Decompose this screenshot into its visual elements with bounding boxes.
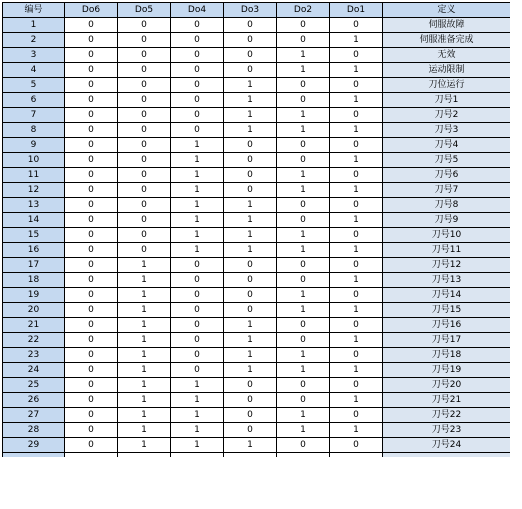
table-row xyxy=(3,243,511,258)
index-cell[interactable]: 19 xyxy=(3,288,65,303)
index-cell[interactable]: 3 xyxy=(3,48,65,63)
index-cell[interactable]: 12 xyxy=(3,183,65,198)
do5-cell[interactable]: 0 xyxy=(118,213,171,228)
do2-cell[interactable]: 0 xyxy=(277,438,330,453)
do1-cell[interactable]: 1 xyxy=(330,243,383,258)
do1-cell[interactable]: 1 xyxy=(330,363,383,378)
definition-cell[interactable]: 刀号11 xyxy=(383,243,511,258)
header-do3[interactable]: Do3 xyxy=(224,3,277,18)
do3-cell[interactable]: 1 xyxy=(224,333,277,348)
index-cell[interactable]: 21 xyxy=(3,318,65,333)
definition-cell[interactable]: 刀号13 xyxy=(383,273,511,288)
definition-cell[interactable]: 刀位运行 xyxy=(383,78,511,93)
do4-cell[interactable]: 1 xyxy=(171,423,224,438)
index-cell[interactable]: 15 xyxy=(3,228,65,243)
do1-cell[interactable]: 1 xyxy=(330,273,383,288)
index-cell[interactable]: 17 xyxy=(3,258,65,273)
do2-cell[interactable]: 1 xyxy=(277,108,330,123)
do6-cell[interactable]: 0 xyxy=(65,258,118,273)
do4-cell[interactable]: 1 xyxy=(171,168,224,183)
do4-cell[interactable]: 0 xyxy=(171,18,224,33)
do6-cell[interactable]: 0 xyxy=(65,303,118,318)
table-row xyxy=(3,363,511,378)
index-cell[interactable]: 28 xyxy=(3,423,65,438)
table-row xyxy=(3,183,511,198)
do5-cell[interactable]: 1 xyxy=(118,408,171,423)
empty-cell[interactable] xyxy=(118,453,171,458)
do6-cell[interactable]: 0 xyxy=(65,273,118,288)
table-row xyxy=(3,213,511,228)
do2-cell[interactable]: 0 xyxy=(277,258,330,273)
do6-cell[interactable]: 0 xyxy=(65,153,118,168)
index-cell[interactable]: 25 xyxy=(3,378,65,393)
do3-cell[interactable]: 0 xyxy=(224,393,277,408)
do6-cell[interactable]: 0 xyxy=(65,348,118,363)
do5-cell[interactable]: 1 xyxy=(118,378,171,393)
definition-cell[interactable]: 刀号14 xyxy=(383,288,511,303)
do5-cell[interactable]: 1 xyxy=(118,318,171,333)
do6-cell[interactable]: 0 xyxy=(65,243,118,258)
do5-cell[interactable]: 1 xyxy=(118,348,171,363)
do2-cell[interactable]: 1 xyxy=(277,363,330,378)
index-cell[interactable]: 27 xyxy=(3,408,65,423)
do4-cell[interactable]: 0 xyxy=(171,273,224,288)
do4-cell[interactable]: 0 xyxy=(171,93,224,108)
table-row xyxy=(3,438,511,453)
do6-cell[interactable]: 0 xyxy=(65,198,118,213)
do1-cell[interactable]: 0 xyxy=(330,438,383,453)
do5-cell[interactable]: 0 xyxy=(118,93,171,108)
table-row xyxy=(3,258,511,273)
do1-cell[interactable]: 0 xyxy=(330,108,383,123)
table-row xyxy=(3,348,511,363)
do6-cell[interactable]: 0 xyxy=(65,438,118,453)
do2-cell[interactable]: 1 xyxy=(277,348,330,363)
table-row xyxy=(3,108,511,123)
do6-cell[interactable]: 0 xyxy=(65,123,118,138)
do6-cell[interactable]: 0 xyxy=(65,183,118,198)
do2-cell[interactable]: 1 xyxy=(277,183,330,198)
empty-cell[interactable] xyxy=(3,453,65,458)
do5-cell[interactable]: 1 xyxy=(118,363,171,378)
definition-cell[interactable]: 刀号23 xyxy=(383,423,511,438)
do5-cell[interactable]: 0 xyxy=(118,48,171,63)
do3-cell[interactable]: 1 xyxy=(224,123,277,138)
do6-cell[interactable]: 0 xyxy=(65,168,118,183)
empty-cell[interactable] xyxy=(65,453,118,458)
do2-cell[interactable]: 0 xyxy=(277,78,330,93)
do4-cell[interactable]: 1 xyxy=(171,243,224,258)
do3-cell[interactable]: 0 xyxy=(224,183,277,198)
do1-cell[interactable]: 0 xyxy=(330,18,383,33)
do5-cell[interactable]: 0 xyxy=(118,228,171,243)
index-cell[interactable]: 7 xyxy=(3,108,65,123)
do5-cell[interactable]: 0 xyxy=(118,198,171,213)
do5-cell[interactable]: 0 xyxy=(118,18,171,33)
table-row xyxy=(3,93,511,108)
do5-cell[interactable]: 1 xyxy=(118,333,171,348)
do4-cell[interactable]: 1 xyxy=(171,153,224,168)
index-cell[interactable]: 22 xyxy=(3,333,65,348)
do4-cell[interactable]: 1 xyxy=(171,138,224,153)
table-row xyxy=(3,318,511,333)
do6-cell[interactable]: 0 xyxy=(65,288,118,303)
do3-cell[interactable]: 0 xyxy=(224,258,277,273)
do2-cell[interactable]: 0 xyxy=(277,153,330,168)
do6-cell[interactable]: 0 xyxy=(65,213,118,228)
do2-cell[interactable]: 1 xyxy=(277,48,330,63)
do6-cell[interactable]: 0 xyxy=(65,48,118,63)
definition-cell[interactable]: 伺服故障 xyxy=(383,18,511,33)
definition-cell[interactable]: 刀号21 xyxy=(383,393,511,408)
do5-cell[interactable]: 1 xyxy=(118,393,171,408)
definition-cell[interactable]: 刀号10 xyxy=(383,228,511,243)
do1-cell[interactable]: 0 xyxy=(330,258,383,273)
do6-cell[interactable]: 0 xyxy=(65,363,118,378)
table-row xyxy=(3,393,511,408)
do2-cell[interactable]: 0 xyxy=(277,273,330,288)
do6-cell[interactable]: 0 xyxy=(65,333,118,348)
do1-cell[interactable]: 0 xyxy=(330,198,383,213)
do2-cell[interactable]: 1 xyxy=(277,243,330,258)
do6-cell[interactable]: 0 xyxy=(65,108,118,123)
index-cell[interactable]: 6 xyxy=(3,93,65,108)
do3-cell[interactable]: 0 xyxy=(224,33,277,48)
do5-cell[interactable]: 0 xyxy=(118,78,171,93)
do5-cell[interactable]: 1 xyxy=(118,438,171,453)
do6-cell[interactable]: 0 xyxy=(65,378,118,393)
table-row xyxy=(3,303,511,318)
do4-cell[interactable]: 0 xyxy=(171,63,224,78)
definition-cell[interactable]: 刀号22 xyxy=(383,408,511,423)
definition-cell[interactable]: 刀号4 xyxy=(383,138,511,153)
index-cell[interactable]: 18 xyxy=(3,273,65,288)
empty-cell[interactable] xyxy=(277,453,330,458)
table-row xyxy=(3,333,511,348)
header-do4[interactable]: Do4 xyxy=(171,3,224,18)
definition-cell[interactable]: 刀号19 xyxy=(383,363,511,378)
do5-cell[interactable]: 0 xyxy=(118,243,171,258)
empty-cell[interactable] xyxy=(330,453,383,458)
header-do6[interactable]: Do6 xyxy=(65,3,118,18)
empty-cell[interactable] xyxy=(224,453,277,458)
do4-cell[interactable]: 0 xyxy=(171,78,224,93)
table-row xyxy=(3,288,511,303)
definition-cell[interactable]: 刀号7 xyxy=(383,183,511,198)
do6-cell[interactable]: 0 xyxy=(65,33,118,48)
table-row xyxy=(3,123,511,138)
empty-cell[interactable] xyxy=(171,453,224,458)
do1-cell[interactable]: 1 xyxy=(330,393,383,408)
table-row-partial xyxy=(3,453,511,458)
do2-cell[interactable]: 0 xyxy=(277,393,330,408)
definition-cell[interactable]: 刀号8 xyxy=(383,198,511,213)
do3-cell[interactable]: 1 xyxy=(224,108,277,123)
definition-cell[interactable]: 运动限制 xyxy=(383,63,511,78)
do5-cell[interactable]: 1 xyxy=(118,258,171,273)
do4-cell[interactable]: 0 xyxy=(171,348,224,363)
do6-cell[interactable]: 0 xyxy=(65,318,118,333)
do3-cell[interactable]: 0 xyxy=(224,303,277,318)
header-do2[interactable]: Do2 xyxy=(277,3,330,18)
index-cell[interactable]: 29 xyxy=(3,438,65,453)
do1-cell[interactable]: 0 xyxy=(330,138,383,153)
definition-cell[interactable]: 刀号2 xyxy=(383,108,511,123)
do1-cell[interactable]: 1 xyxy=(330,213,383,228)
do2-cell[interactable]: 0 xyxy=(277,138,330,153)
index-cell[interactable]: 9 xyxy=(3,138,65,153)
header-index[interactable]: 编号 xyxy=(3,3,65,18)
do2-cell[interactable]: 0 xyxy=(277,213,330,228)
table-row xyxy=(3,408,511,423)
table-row xyxy=(3,378,511,393)
definition-cell[interactable]: 刀号24 xyxy=(383,438,511,453)
do1-cell[interactable]: 0 xyxy=(330,78,383,93)
definition-cell[interactable]: 刀号17 xyxy=(383,333,511,348)
do1-cell[interactable]: 1 xyxy=(330,93,383,108)
do6-cell[interactable]: 0 xyxy=(65,138,118,153)
do6-cell[interactable]: 0 xyxy=(65,393,118,408)
index-cell[interactable]: 14 xyxy=(3,213,65,228)
do5-cell[interactable]: 1 xyxy=(118,303,171,318)
do1-cell[interactable]: 0 xyxy=(330,318,383,333)
do4-cell[interactable]: 1 xyxy=(171,393,224,408)
do4-cell[interactable]: 0 xyxy=(171,48,224,63)
do3-cell[interactable]: 1 xyxy=(224,348,277,363)
definition-cell[interactable]: 刀号18 xyxy=(383,348,511,363)
index-cell[interactable]: 13 xyxy=(3,198,65,213)
do2-cell[interactable]: 0 xyxy=(277,93,330,108)
do3-cell[interactable]: 1 xyxy=(224,213,277,228)
do1-cell[interactable]: 1 xyxy=(330,63,383,78)
do5-cell[interactable]: 1 xyxy=(118,423,171,438)
do2-cell[interactable]: 0 xyxy=(277,318,330,333)
table-row xyxy=(3,198,511,213)
do2-cell[interactable]: 1 xyxy=(277,288,330,303)
do6-cell[interactable]: 0 xyxy=(65,93,118,108)
do4-cell[interactable]: 0 xyxy=(171,123,224,138)
do1-cell[interactable]: 1 xyxy=(330,333,383,348)
index-cell[interactable]: 5 xyxy=(3,78,65,93)
do5-cell[interactable]: 1 xyxy=(118,273,171,288)
index-cell[interactable]: 8 xyxy=(3,123,65,138)
definition-cell[interactable]: 刀号6 xyxy=(383,168,511,183)
do4-cell[interactable]: 0 xyxy=(171,363,224,378)
do5-cell[interactable]: 0 xyxy=(118,153,171,168)
do4-cell[interactable]: 1 xyxy=(171,213,224,228)
do2-cell[interactable]: 1 xyxy=(277,168,330,183)
index-cell[interactable]: 20 xyxy=(3,303,65,318)
do1-cell[interactable]: 0 xyxy=(330,288,383,303)
do5-cell[interactable]: 1 xyxy=(118,288,171,303)
do2-cell[interactable]: 0 xyxy=(277,378,330,393)
do3-cell[interactable]: 0 xyxy=(224,63,277,78)
table-row xyxy=(3,138,511,153)
definition-cell[interactable]: 刀号16 xyxy=(383,318,511,333)
do4-cell[interactable]: 0 xyxy=(171,33,224,48)
do2-cell[interactable]: 0 xyxy=(277,33,330,48)
do5-cell[interactable]: 0 xyxy=(118,123,171,138)
do6-cell[interactable]: 0 xyxy=(65,408,118,423)
do3-cell[interactable]: 0 xyxy=(224,273,277,288)
table-row xyxy=(3,168,511,183)
do1-cell[interactable]: 0 xyxy=(330,228,383,243)
table-row xyxy=(3,33,511,48)
definition-cell[interactable]: 刀号12 xyxy=(383,258,511,273)
definition-cell[interactable]: 刀号1 xyxy=(383,93,511,108)
do3-cell[interactable]: 0 xyxy=(224,18,277,33)
table-row xyxy=(3,18,511,33)
do4-cell[interactable]: 1 xyxy=(171,183,224,198)
index-cell[interactable]: 16 xyxy=(3,243,65,258)
do2-cell[interactable]: 1 xyxy=(277,408,330,423)
definition-cell[interactable]: 刀号9 xyxy=(383,213,511,228)
do2-cell[interactable]: 0 xyxy=(277,198,330,213)
table-row xyxy=(3,63,511,78)
do3-cell[interactable]: 0 xyxy=(224,408,277,423)
index-cell[interactable]: 4 xyxy=(3,63,65,78)
do1-cell[interactable]: 1 xyxy=(330,183,383,198)
header-definition[interactable]: 定义 xyxy=(383,3,511,18)
do1-cell[interactable]: 0 xyxy=(330,48,383,63)
do2-cell[interactable]: 0 xyxy=(277,333,330,348)
do5-cell[interactable]: 0 xyxy=(118,33,171,48)
empty-cell[interactable] xyxy=(383,453,511,458)
do3-cell[interactable]: 1 xyxy=(224,243,277,258)
do3-cell[interactable]: 1 xyxy=(224,363,277,378)
do6-cell[interactable]: 0 xyxy=(65,423,118,438)
index-cell[interactable]: 1 xyxy=(3,18,65,33)
do4-cell[interactable]: 0 xyxy=(171,303,224,318)
do3-cell[interactable]: 0 xyxy=(224,138,277,153)
do3-cell[interactable]: 0 xyxy=(224,378,277,393)
do2-cell[interactable]: 1 xyxy=(277,123,330,138)
do3-cell[interactable]: 1 xyxy=(224,93,277,108)
do2-cell[interactable]: 1 xyxy=(277,303,330,318)
header-row xyxy=(3,3,511,18)
do4-cell[interactable]: 1 xyxy=(171,378,224,393)
do1-cell[interactable]: 1 xyxy=(330,423,383,438)
do5-cell[interactable]: 0 xyxy=(118,168,171,183)
do4-cell[interactable]: 1 xyxy=(171,228,224,243)
index-cell[interactable]: 26 xyxy=(3,393,65,408)
do3-cell[interactable]: 0 xyxy=(224,423,277,438)
definition-cell[interactable]: 无效 xyxy=(383,48,511,63)
do5-cell[interactable]: 0 xyxy=(118,183,171,198)
do1-cell[interactable]: 0 xyxy=(330,348,383,363)
definition-cell[interactable]: 刀号5 xyxy=(383,153,511,168)
do3-cell[interactable]: 0 xyxy=(224,168,277,183)
do5-cell[interactable]: 0 xyxy=(118,108,171,123)
do4-cell[interactable]: 0 xyxy=(171,333,224,348)
do1-cell[interactable]: 1 xyxy=(330,123,383,138)
do3-cell[interactable]: 1 xyxy=(224,438,277,453)
do2-cell[interactable]: 1 xyxy=(277,423,330,438)
do4-cell[interactable]: 0 xyxy=(171,108,224,123)
do6-cell[interactable]: 0 xyxy=(65,63,118,78)
do2-cell[interactable]: 1 xyxy=(277,228,330,243)
do1-cell[interactable]: 0 xyxy=(330,168,383,183)
spreadsheet xyxy=(2,2,510,457)
do6-cell[interactable]: 0 xyxy=(65,18,118,33)
do3-cell[interactable]: 0 xyxy=(224,153,277,168)
do2-cell[interactable]: 1 xyxy=(277,63,330,78)
table-row xyxy=(3,153,511,168)
do4-cell[interactable]: 0 xyxy=(171,258,224,273)
do1-cell[interactable]: 1 xyxy=(330,303,383,318)
header-do1[interactable]: Do1 xyxy=(330,3,383,18)
do3-cell[interactable]: 1 xyxy=(224,228,277,243)
table-row xyxy=(3,48,511,63)
do3-cell[interactable]: 1 xyxy=(224,78,277,93)
do1-cell[interactable]: 1 xyxy=(330,33,383,48)
do3-cell[interactable]: 1 xyxy=(224,318,277,333)
do4-cell[interactable]: 1 xyxy=(171,198,224,213)
table-row xyxy=(3,78,511,93)
definition-cell[interactable]: 刀号20 xyxy=(383,378,511,393)
header-do5[interactable]: Do5 xyxy=(118,3,171,18)
index-cell[interactable]: 23 xyxy=(3,348,65,363)
table-row xyxy=(3,273,511,288)
do4-cell[interactable]: 1 xyxy=(171,408,224,423)
do6-cell[interactable]: 0 xyxy=(65,228,118,243)
index-cell[interactable]: 24 xyxy=(3,363,65,378)
do1-cell[interactable]: 1 xyxy=(330,153,383,168)
table-body xyxy=(3,18,511,458)
do4-cell[interactable]: 0 xyxy=(171,288,224,303)
do4-cell[interactable]: 1 xyxy=(171,438,224,453)
definition-cell[interactable]: 伺服准备完成 xyxy=(383,33,511,48)
do5-cell[interactable]: 0 xyxy=(118,63,171,78)
do3-cell[interactable]: 0 xyxy=(224,288,277,303)
index-cell[interactable]: 11 xyxy=(3,168,65,183)
do2-cell[interactable]: 0 xyxy=(277,18,330,33)
do5-cell[interactable]: 0 xyxy=(118,138,171,153)
table-row xyxy=(3,228,511,243)
signal-definition-table xyxy=(2,2,510,457)
do1-cell[interactable]: 0 xyxy=(330,408,383,423)
do4-cell[interactable]: 0 xyxy=(171,318,224,333)
definition-cell[interactable]: 刀号3 xyxy=(383,123,511,138)
table-row xyxy=(3,423,511,438)
do6-cell[interactable]: 0 xyxy=(65,78,118,93)
do3-cell[interactable]: 0 xyxy=(224,48,277,63)
do1-cell[interactable]: 0 xyxy=(330,378,383,393)
do3-cell[interactable]: 1 xyxy=(224,198,277,213)
index-cell[interactable]: 2 xyxy=(3,33,65,48)
definition-cell[interactable]: 刀号15 xyxy=(383,303,511,318)
index-cell[interactable]: 10 xyxy=(3,153,65,168)
